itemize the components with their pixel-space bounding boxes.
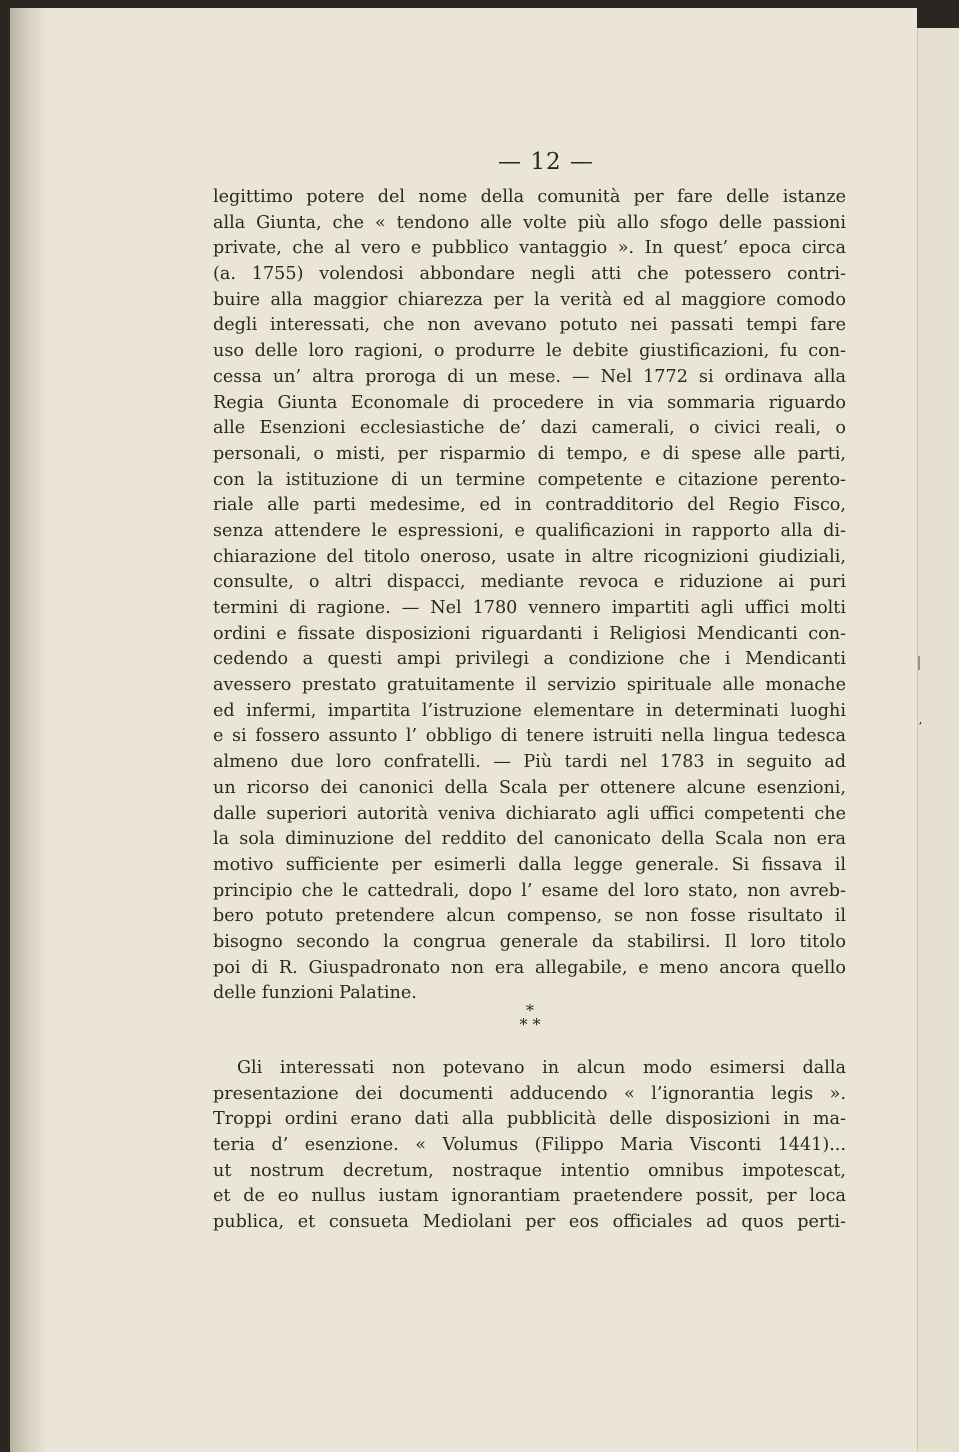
text-line: bisogno secondo la congrua generale da stabilirsi. Il loro titolo (213, 931, 846, 952)
text-line: delle funzioni Palatine. (213, 983, 417, 1004)
text-line: un ricorso dei canonici della Scala per ottenere alcune esenzioni, (213, 777, 846, 798)
text-line: buire alla maggior chiarezza per la verità ed al maggiore comodo (213, 289, 846, 310)
text-line: chiarazione del titolo oneroso, usate in altre ricognizioni giudiziali, (213, 546, 846, 567)
text-line: poi di R. Giuspadronato non era allegabile, e meno ancora quello (213, 957, 846, 978)
text-line: teria d’ esenzione. « Volumus (Filippo Maria Visconti 1441)... (213, 1135, 846, 1156)
text-line: Gli interessati non potevano in alcun modo esimersi dalla (237, 1058, 846, 1078)
text-line: Troppi ordini erano dati alla pubblicità delle disposizioni in ma- (213, 1109, 846, 1130)
text-line: presentazione dei documenti adducendo « l’ignorantia legis ». (213, 1083, 846, 1104)
text-line: ordini e fissate disposizioni riguardanti i Religiosi Mendicanti con- (213, 623, 846, 644)
spine-shadow (10, 8, 48, 1452)
text-line: (a. 1755) volendosi abbondare negli atti che potessero contri- (213, 264, 846, 285)
text-line: Regia Giunta Economale di procedere in via sommaria riguardo (213, 392, 846, 413)
asterism-top: * (526, 1001, 534, 1020)
text-line: ed infermi, impartita l’istruzione elementare in determinati luoghi (213, 700, 846, 721)
book-page (10, 8, 917, 1452)
text-line: ut nostrum decretum, nostraque intentio omnibus impotescat, (213, 1160, 846, 1181)
margin-tick (918, 656, 920, 670)
text-line: avessero prestato gratuitamente il servizio spirituale alle monache (213, 675, 846, 696)
asterism-bottom: * * (519, 1015, 541, 1034)
page-number: — 12 — (498, 149, 594, 175)
text-line: la sola diminuzione del reddito del canonicato della Scala non era (213, 829, 846, 850)
paragraph-1 (213, 185, 846, 1007)
text-line: alla Giunta, che « tendono alle volte più allo sfogo delle passioni (213, 212, 846, 233)
text-line: degli interessati, che non avevano potuto nei passati tempi fare (213, 315, 846, 336)
text-line: e si fossero assunto l’ obbligo di tenere istruiti nella lingua tedesca (213, 726, 846, 747)
text-line: legittimo potere del nome della comunità per fare delle istanze (213, 187, 846, 207)
text-line: con la istituzione di un termine competente e citazione perento- (213, 469, 846, 490)
text-line: et de eo nullus iustam ignorantiam praetendere possit, per loca (213, 1186, 846, 1207)
text-line: riale alle parti medesime, ed in contradditorio del Regio Fisco, (213, 495, 846, 516)
text-line: consulte, o altri dispacci, mediante revoca e riduzione ai puri (213, 572, 846, 593)
paragraph-2 (213, 1056, 846, 1236)
text-line: cedendo a questi ampi privilegi a condizione che i Mendicanti (213, 649, 846, 670)
text-line: principio che le cattedrali, dopo l’ esame del loro stato, non avreb- (213, 880, 846, 901)
text-line: cessa un’ altra proroga di un mese. — Nel 1772 si ordinava alla (213, 366, 846, 387)
text-line: private, che al vero e pubblico vantaggio ». In quest’ epoca circa (213, 238, 846, 259)
text-line: bero potuto pretendere alcun compenso, se non fosse risultato il (213, 906, 846, 927)
text-line: termini di ragione. — Nel 1780 vennero impartiti agli uffici molti (213, 598, 846, 618)
text-line: senza attendere le espressioni, e qualificazioni in rapporto alla di- (213, 520, 846, 541)
text-line: uso delle loro ragioni, o produrre le debite giustificazioni, fu con- (213, 341, 846, 362)
next-page-edge (917, 28, 959, 1452)
text-line: dalle superiori autorità veniva dichiarato agli uffici competenti che (213, 803, 846, 824)
asterism-divider (460, 1001, 600, 1034)
text-line: motivo sufficiente per esimerli dalla legge generale. Si fissava il (213, 854, 846, 875)
text-line: alle Esenzioni ecclesiastiche de’ dazi camerali, o civici reali, o (213, 418, 846, 439)
text-line: almeno due loro confratelli. — Più tardi nel 1783 in seguito ad (213, 752, 846, 773)
text-line: personali, o misti, per risparmio di tempo, e di spese alle parti, (213, 443, 846, 464)
margin-mark: ʼ (918, 720, 922, 734)
text-line: publica, et consueta Mediolani per eos officiales ad quos perti- (213, 1212, 846, 1233)
